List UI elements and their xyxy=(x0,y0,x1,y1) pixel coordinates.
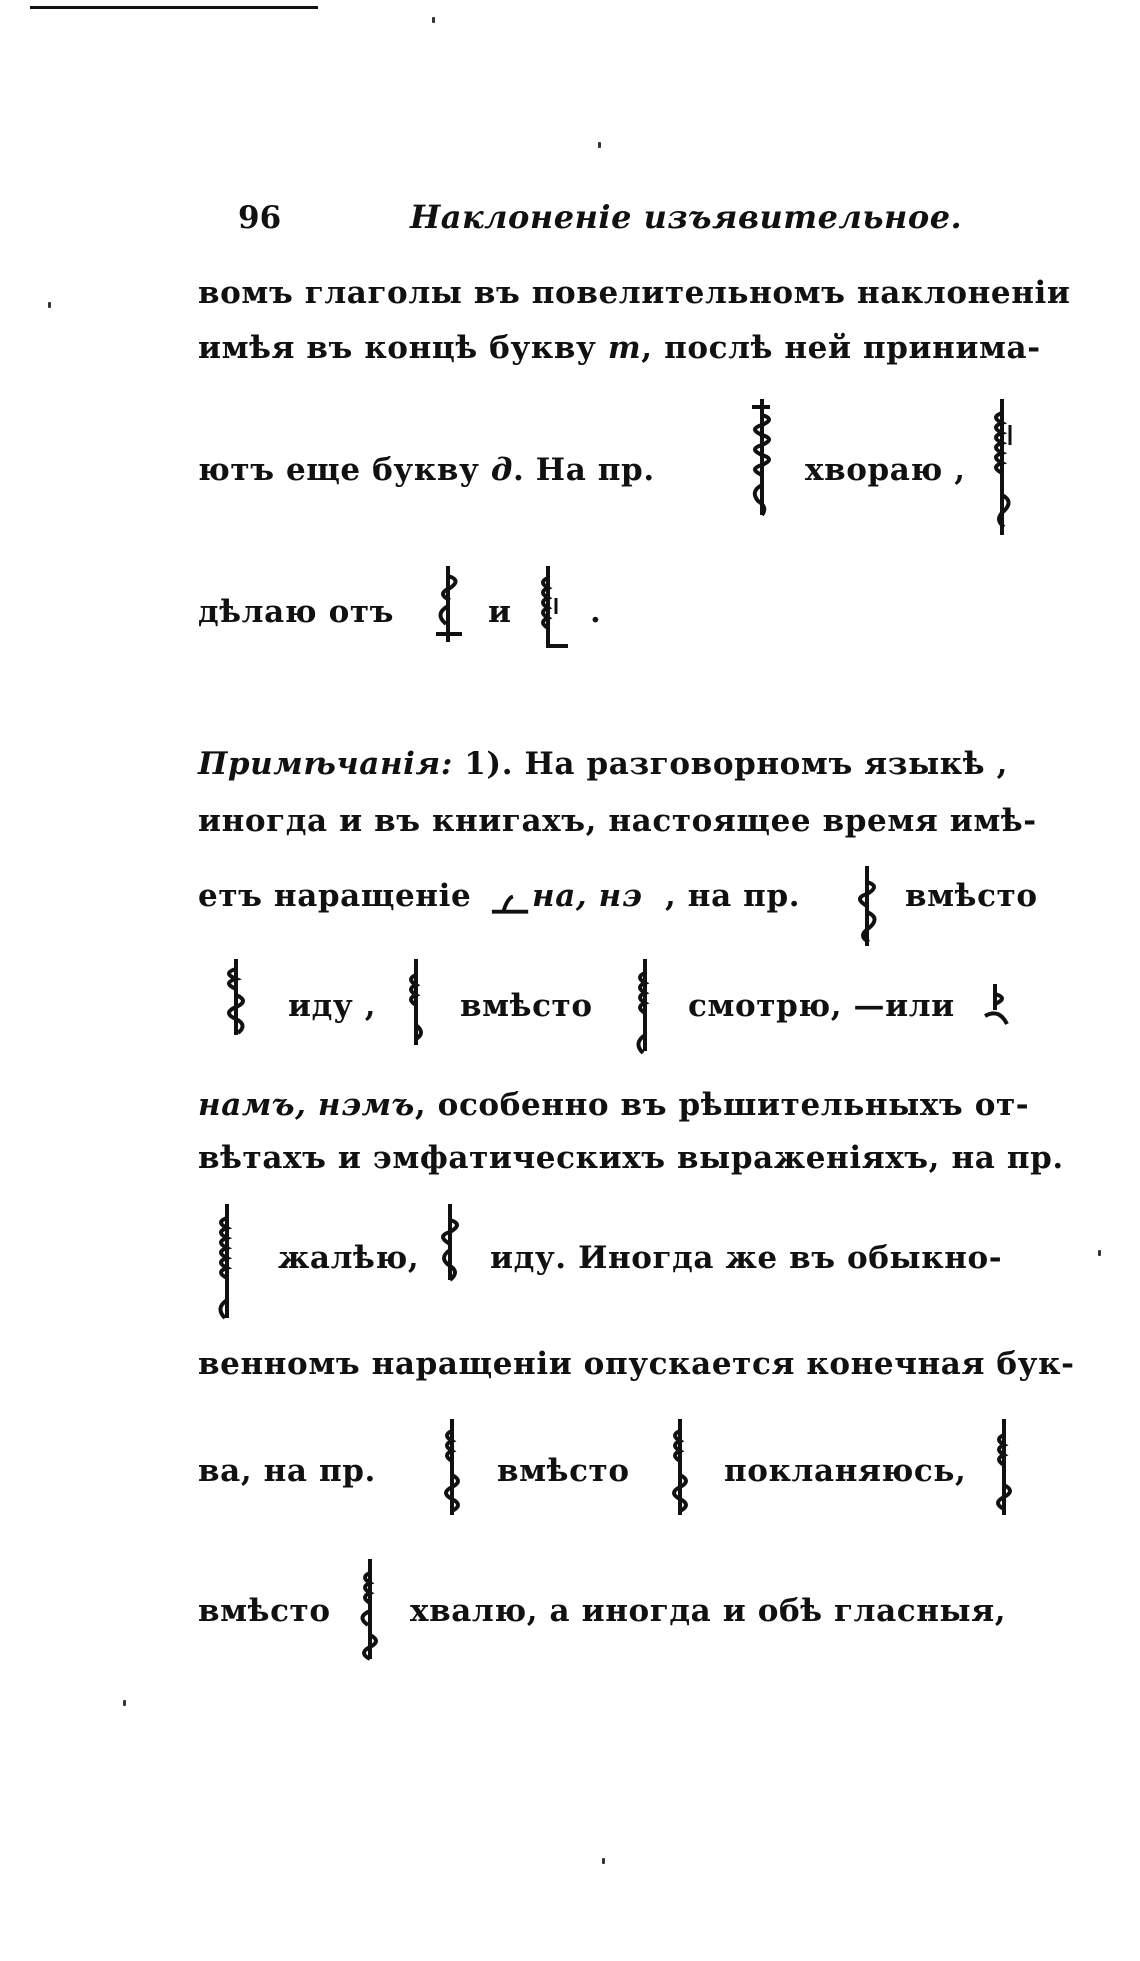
line-9-text: , особенно въ рѣшительныхъ от- xyxy=(414,1087,1030,1123)
mongolian-word-12 xyxy=(658,1415,700,1525)
line-7-text-b: , на пр. xyxy=(665,878,801,914)
mongolian-word-6 xyxy=(214,955,256,1045)
text-line-10: вѣтахъ и эмфатическихъ выраженіяхъ, на пр. xyxy=(198,1140,1064,1176)
mongolian-word-8 xyxy=(625,955,667,1065)
scan-speck xyxy=(602,1858,605,1864)
mongolian-word-1 xyxy=(740,395,782,525)
scan-speck xyxy=(1098,1250,1101,1256)
letter-d: д xyxy=(490,452,514,488)
text-line-9 xyxy=(198,1087,1029,1123)
top-rule xyxy=(30,6,318,9)
suffix-nam-nem: намъ, нэмъ xyxy=(198,1087,415,1123)
mongolian-word-14 xyxy=(348,1555,390,1670)
suffix-na-ne: на, нэ xyxy=(532,878,643,914)
mongolian-suffix-nam xyxy=(975,980,1017,1030)
page-number: 96 xyxy=(238,200,282,236)
line-3-text-b: . На пр. xyxy=(513,452,655,488)
word-i: и xyxy=(488,594,512,630)
letter-t: т xyxy=(607,330,642,366)
text-line-5 xyxy=(198,746,1008,782)
line-7-text-a: етъ нарaщеніе xyxy=(198,878,472,914)
text-line-7 xyxy=(198,878,471,914)
mongolian-word-5 xyxy=(845,862,887,952)
line-7-text-c: вмѣсто xyxy=(905,878,1038,914)
scan-speck xyxy=(123,1700,126,1706)
line-3-text-a: ютъ еще букву xyxy=(198,452,480,488)
text-line-2 xyxy=(198,330,1041,366)
mongolian-word-10 xyxy=(428,1200,470,1290)
mongolian-word-7 xyxy=(396,955,438,1055)
word-poklanyayus: покланяюсь, xyxy=(724,1453,967,1489)
text-line-6: иногда и въ книгахъ, настоящее время имѣ- xyxy=(198,803,1037,839)
line-8-text: смотрю, —или xyxy=(688,988,955,1024)
line-11-text: иду. Иногда же въ обыкно- xyxy=(490,1240,1003,1276)
scan-speck xyxy=(432,17,435,23)
note-heading: Примѣчанія: xyxy=(198,746,453,782)
word-khvorayu: хвораю , xyxy=(805,452,966,488)
line-14-text: хвалю, а иногда и обѣ гласныя, xyxy=(410,1593,1007,1629)
line-4-text-a: дѣлаю отъ xyxy=(198,594,395,630)
word-zhaleyu: жалѣю, xyxy=(278,1240,420,1276)
mongolian-word-11 xyxy=(430,1415,472,1525)
scan-speck xyxy=(598,142,601,148)
line-2-text-a: имѣя въ концѣ букву xyxy=(198,330,597,366)
mongolian-word-9 xyxy=(205,1200,247,1330)
mongolian-word-13 xyxy=(982,1415,1024,1525)
word-idu: иду , xyxy=(288,988,377,1024)
word-vmesto: вмѣсто xyxy=(460,988,593,1024)
text-line-1: вомъ глаголы въ повелительномъ наклоненіи xyxy=(198,275,1071,311)
line-13-vmesto: вмѣсто xyxy=(497,1453,630,1489)
mongolian-word-3 xyxy=(428,562,470,652)
period: . xyxy=(590,594,602,630)
text-line-3 xyxy=(198,452,655,488)
text-line-4 xyxy=(198,594,394,630)
line-2-text-b: , послѣ ней принима- xyxy=(641,330,1041,366)
line-14-vmesto: вмѣсто xyxy=(198,1593,331,1629)
scan-speck xyxy=(48,302,51,308)
line-5-text: 1). На разговорномъ языкѣ , xyxy=(464,746,1008,782)
mongolian-word-4 xyxy=(530,562,572,662)
line-13-text-a: ва, на пр. xyxy=(198,1453,376,1489)
mongolian-word-2 xyxy=(980,395,1022,545)
text-line-12: венномъ наращеніи опускается конечная бук- xyxy=(198,1346,1075,1382)
mongolian-suffix-na xyxy=(490,890,532,920)
running-title: Наклоненіе изъявительное. xyxy=(410,198,963,236)
